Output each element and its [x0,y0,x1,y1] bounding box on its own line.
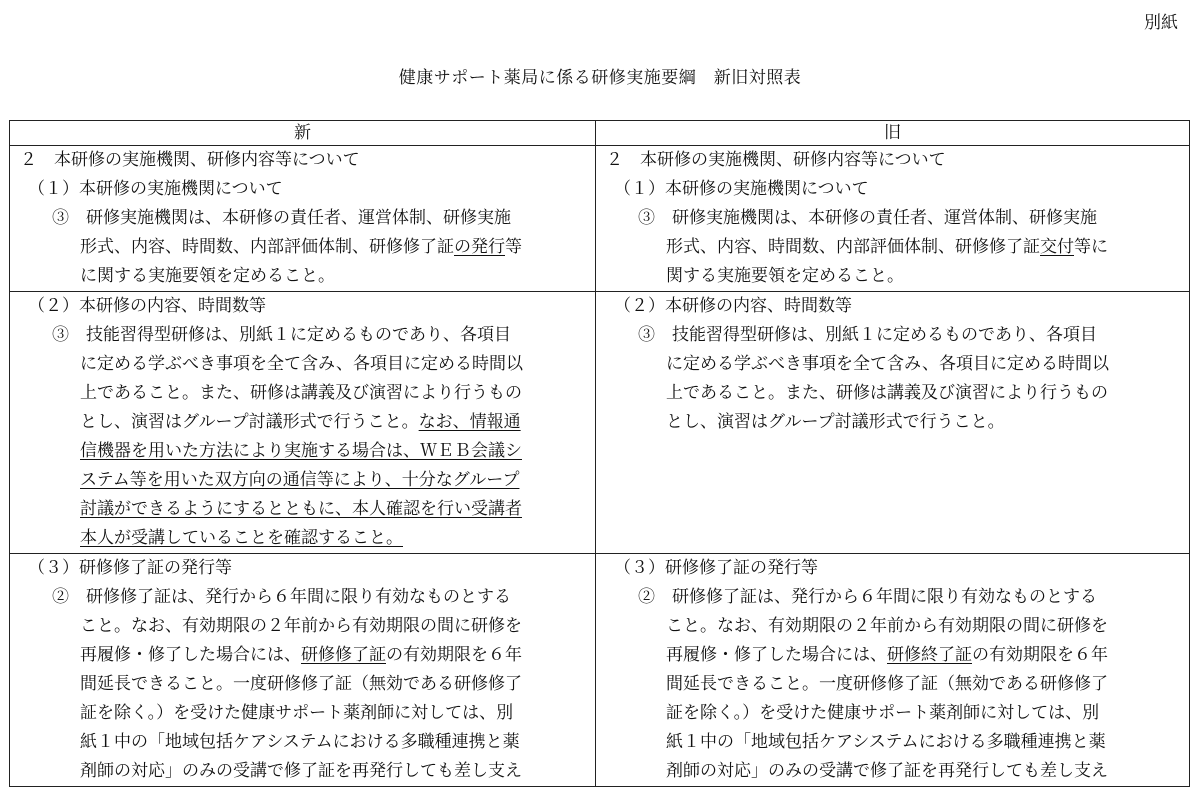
text-line: 上であること。また、研修は講義及び演習により行うもの [80,383,522,403]
cell-new [10,146,596,292]
text-line [20,408,581,437]
revised-text: 本人が受講していることを確認すること。 [80,528,403,548]
text-line: 間延長できること。一度研修修了証（無効である研修修了 [80,674,522,694]
table-row [10,292,1190,554]
text-span: の有効期限を６年 [972,645,1108,665]
subsection-heading: （３）研修修了証の発行等 [28,558,232,578]
column-header-old: 旧 [596,121,1190,146]
text-line [20,437,581,466]
text-line: に定める学ぶべき事項を全て含み、各項目に定める時間以 [666,354,1110,374]
subsection-heading: （３）研修修了証の発行等 [614,558,818,578]
column-header-new: 新 [10,121,596,146]
text-line: 証を除く。）を受けた健康サポート薬剤師に対しては、別 [666,703,1100,723]
revised-text: ステム等を用いた双方向の通信等により、十分なグループ [80,470,520,490]
section-heading: ２ 本研修の実施機関、研修内容等について [20,150,360,170]
text-span: 等に [1074,237,1108,257]
cell-old [596,292,1190,554]
text-line [606,233,1175,262]
text-line: 剤師の対応」のみの受講で修了証を再発行しても差し支え [666,761,1108,781]
text-line: ③ 研修実施機関は、本研修の責任者、運営体制、研修実施 [52,208,511,228]
text-line: ② 研修修了証は、発行から６年間に限り有効なものとする [638,587,1097,607]
revised-text: 討議ができるようにするとともに、本人確認を行い受講者 [80,499,522,519]
text-span: 再履修・修了した場合には、 [666,645,887,665]
cell-old [596,146,1190,292]
revised-text: なお、情報通 [418,412,521,432]
table-row [10,554,1190,787]
document-title: 健康サポート薬局に係る研修実施要綱 新旧対照表 [398,68,802,88]
text-line: ③ 技能習得型研修は、別紙１に定めるものであり、各項目 [52,325,511,345]
text-line [20,524,581,553]
table-row [10,146,1190,292]
text-span: の有効期限を６年 [386,645,522,665]
text-line: 間延長できること。一度研修修了証（無効である研修修了 [666,674,1108,694]
text-line: ③ 研修実施機関は、本研修の責任者、運営体制、研修実施 [638,208,1097,228]
text-line: とし、演習はグループ討議形式で行うこと。 [666,412,1005,432]
section-heading: ２ 本研修の実施機関、研修内容等について [606,150,946,170]
text-line: ② 研修修了証は、発行から６年間に限り有効なものとする [52,587,511,607]
text-line [606,641,1175,670]
subsection-heading: （２）本研修の内容、時間数等 [614,296,852,316]
text-span: 形式、内容、時間数、内部評価体制、研修修了証 [666,237,1040,257]
text-line: こと。なお、有効期限の２年前から有効期限の間に研修を [80,616,522,636]
text-line: こと。なお、有効期限の２年前から有効期限の間に研修を [666,616,1108,636]
revised-text: 研修修了証 [301,645,386,665]
text-span: とし、演習はグループ討議形式で行うこと。 [80,412,419,432]
header-row [10,121,1190,146]
text-line: に関する実施要領を定めること。 [80,266,335,286]
text-line: 関する実施要領を定めること。 [666,266,904,286]
subsection-heading: （１）本研修の実施機関について [614,179,869,199]
text-span: 再履修・修了した場合には、 [80,645,301,665]
text-line [20,466,581,495]
text-span: 等 [505,237,522,257]
cell-new [10,554,596,787]
attachment-label: 別紙 [1144,13,1178,33]
text-line: ③ 技能習得型研修は、別紙１に定めるものであり、各項目 [638,325,1097,345]
text-line [20,641,581,670]
text-line: 証を除く。）を受けた健康サポート薬剤師に対しては、別 [80,703,514,723]
text-line [20,233,581,262]
text-line: 上であること。また、研修は講義及び演習により行うもの [666,383,1108,403]
revised-text: 交付 [1040,237,1074,257]
cell-old [596,554,1190,787]
text-line: 紙１中の「地域包括ケアシステムにおける多職種連携と薬 [666,732,1106,752]
text-line: に定める学ぶべき事項を全て含み、各項目に定める時間以 [80,354,524,374]
text-line [20,495,581,524]
text-span: 形式、内容、時間数、内部評価体制、研修修了証 [80,237,454,257]
comparison-table [9,120,1190,787]
text-line: 剤師の対応」のみの受講で修了証を再発行しても差し支え [80,761,522,781]
cell-new [10,292,596,554]
revised-text: の発行 [454,237,505,257]
subsection-heading: （１）本研修の実施機関について [28,179,283,199]
subsection-heading: （２）本研修の内容、時間数等 [28,296,266,316]
revised-text: 信機器を用いた方法により実施する場合は、ＷＥＢ会議シ [80,441,522,461]
revised-text: 研修終了証 [887,645,972,665]
text-line: 紙１中の「地域包括ケアシステムにおける多職種連携と薬 [80,732,520,752]
